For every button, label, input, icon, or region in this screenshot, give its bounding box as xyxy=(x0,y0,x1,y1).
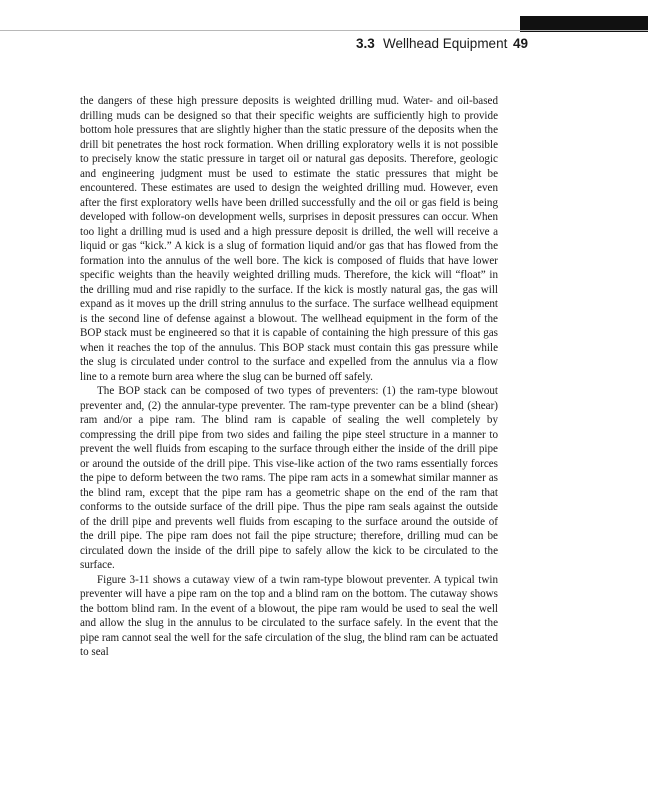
body-text xyxy=(80,94,498,660)
section-number: 3.3 xyxy=(356,36,375,51)
running-head xyxy=(0,35,648,53)
paragraph-3: Figure 3-11 shows a cutaway view of a twin ram-type blowout preventer. A typical twin preventer will have a pipe ram on the top and a blind ram on the bottom. The cutaway shows the bottom blind ram. In the event of a blowout, the pipe ram would be used to seal the well and allow the slug in the annulus to be circulated to the surface safely. In the event that the pipe ram cannot seal the well for the safe circulation of the slug, the blind ram can be actuated to seal xyxy=(80,573,499,658)
section-title: Wellhead Equipment xyxy=(383,36,508,51)
paragraph-1: the dangers of these high pressure deposits is weighted drilling mud. Water- and oil-based drilling muds can be designed so that their specific weights are sufficiently high to provide bottom hole pressures that are slightly higher than the static pressure of the deposits when the drill bit penetrates the host rock formation. When drilling exploratory wells it is not possible to precisely know the static pressure in target oil or natural gas deposits. Therefore, geologic and engineering judgment must be used to estimate the static pressures that might be encountered. These estimates are used to design the weighted drilling mud. However, even after the first exploratory wells have been drilled successfully and the oil or gas field is being developed with follow-on development wells, surprises in deposit pressures can occur. When too light a drilling mud is used and a high pressure deposit is drilled, the well will receive a liquid or gas “kick.” A kick is a slug of formation liquid and/or gas that has flowed from the formation into the annulus of the well bore. The kick is composed of fluids that have lower specific weights than the heavily weighted drilling muds. Therefore, the kick will “float” in the drilling mud and rise rapidly to the surface. If the kick is mostly natural gas, the gas will expand as it moves up the drill string annulus to the surface. The surface wellhead equipment is the second line of defense against a blowout. The wellhead equipment in the form of the BOP stack must be engineered so that it is capable of containing the high pressure of this gas when it reaches the top of the annulus. This BOP stack must contain this gas pressure while the slug is circulated under control to the surface and expelled from the annulus via a flow line to a remote burn area where the slug can be burned off safely. xyxy=(80,95,498,383)
paragraph-2: The BOP stack can be composed of two types of preventers: (1) the ram-type blowout preventer and, (2) the annular-type preventer. The ram-type preventer can be a blind (shear) ram and/or a pipe ram. The blind ram is capable of sealing the well completely by compressing the drill pipe from two sides and failing the pipe steel structure in a manner to prevent the well fluids from escaping to the surface through either the inside of the drill pipe or around the outside of the drill pipe. This vise-like action of the two rams essentially forces the pipe to deform between the two rams. The pipe ram acts in a somewhat similar manner as the blind ram, except that the pipe ram has a geometric shape on the end of the ram that conforms to the outside surface of the drill pipe. Thus the pipe ram seals against the outside of the drill pipe and prevents well fluids from escaping to the surface around the outside of the drill pipe. The pipe ram does not fail the pipe structure; therefore, drilling mud can be circulated down the inside of the drill pipe to safely allow the kick to be circulated to the surface. xyxy=(80,385,498,571)
page-number: 49 xyxy=(513,36,529,51)
header-rule xyxy=(0,30,648,31)
